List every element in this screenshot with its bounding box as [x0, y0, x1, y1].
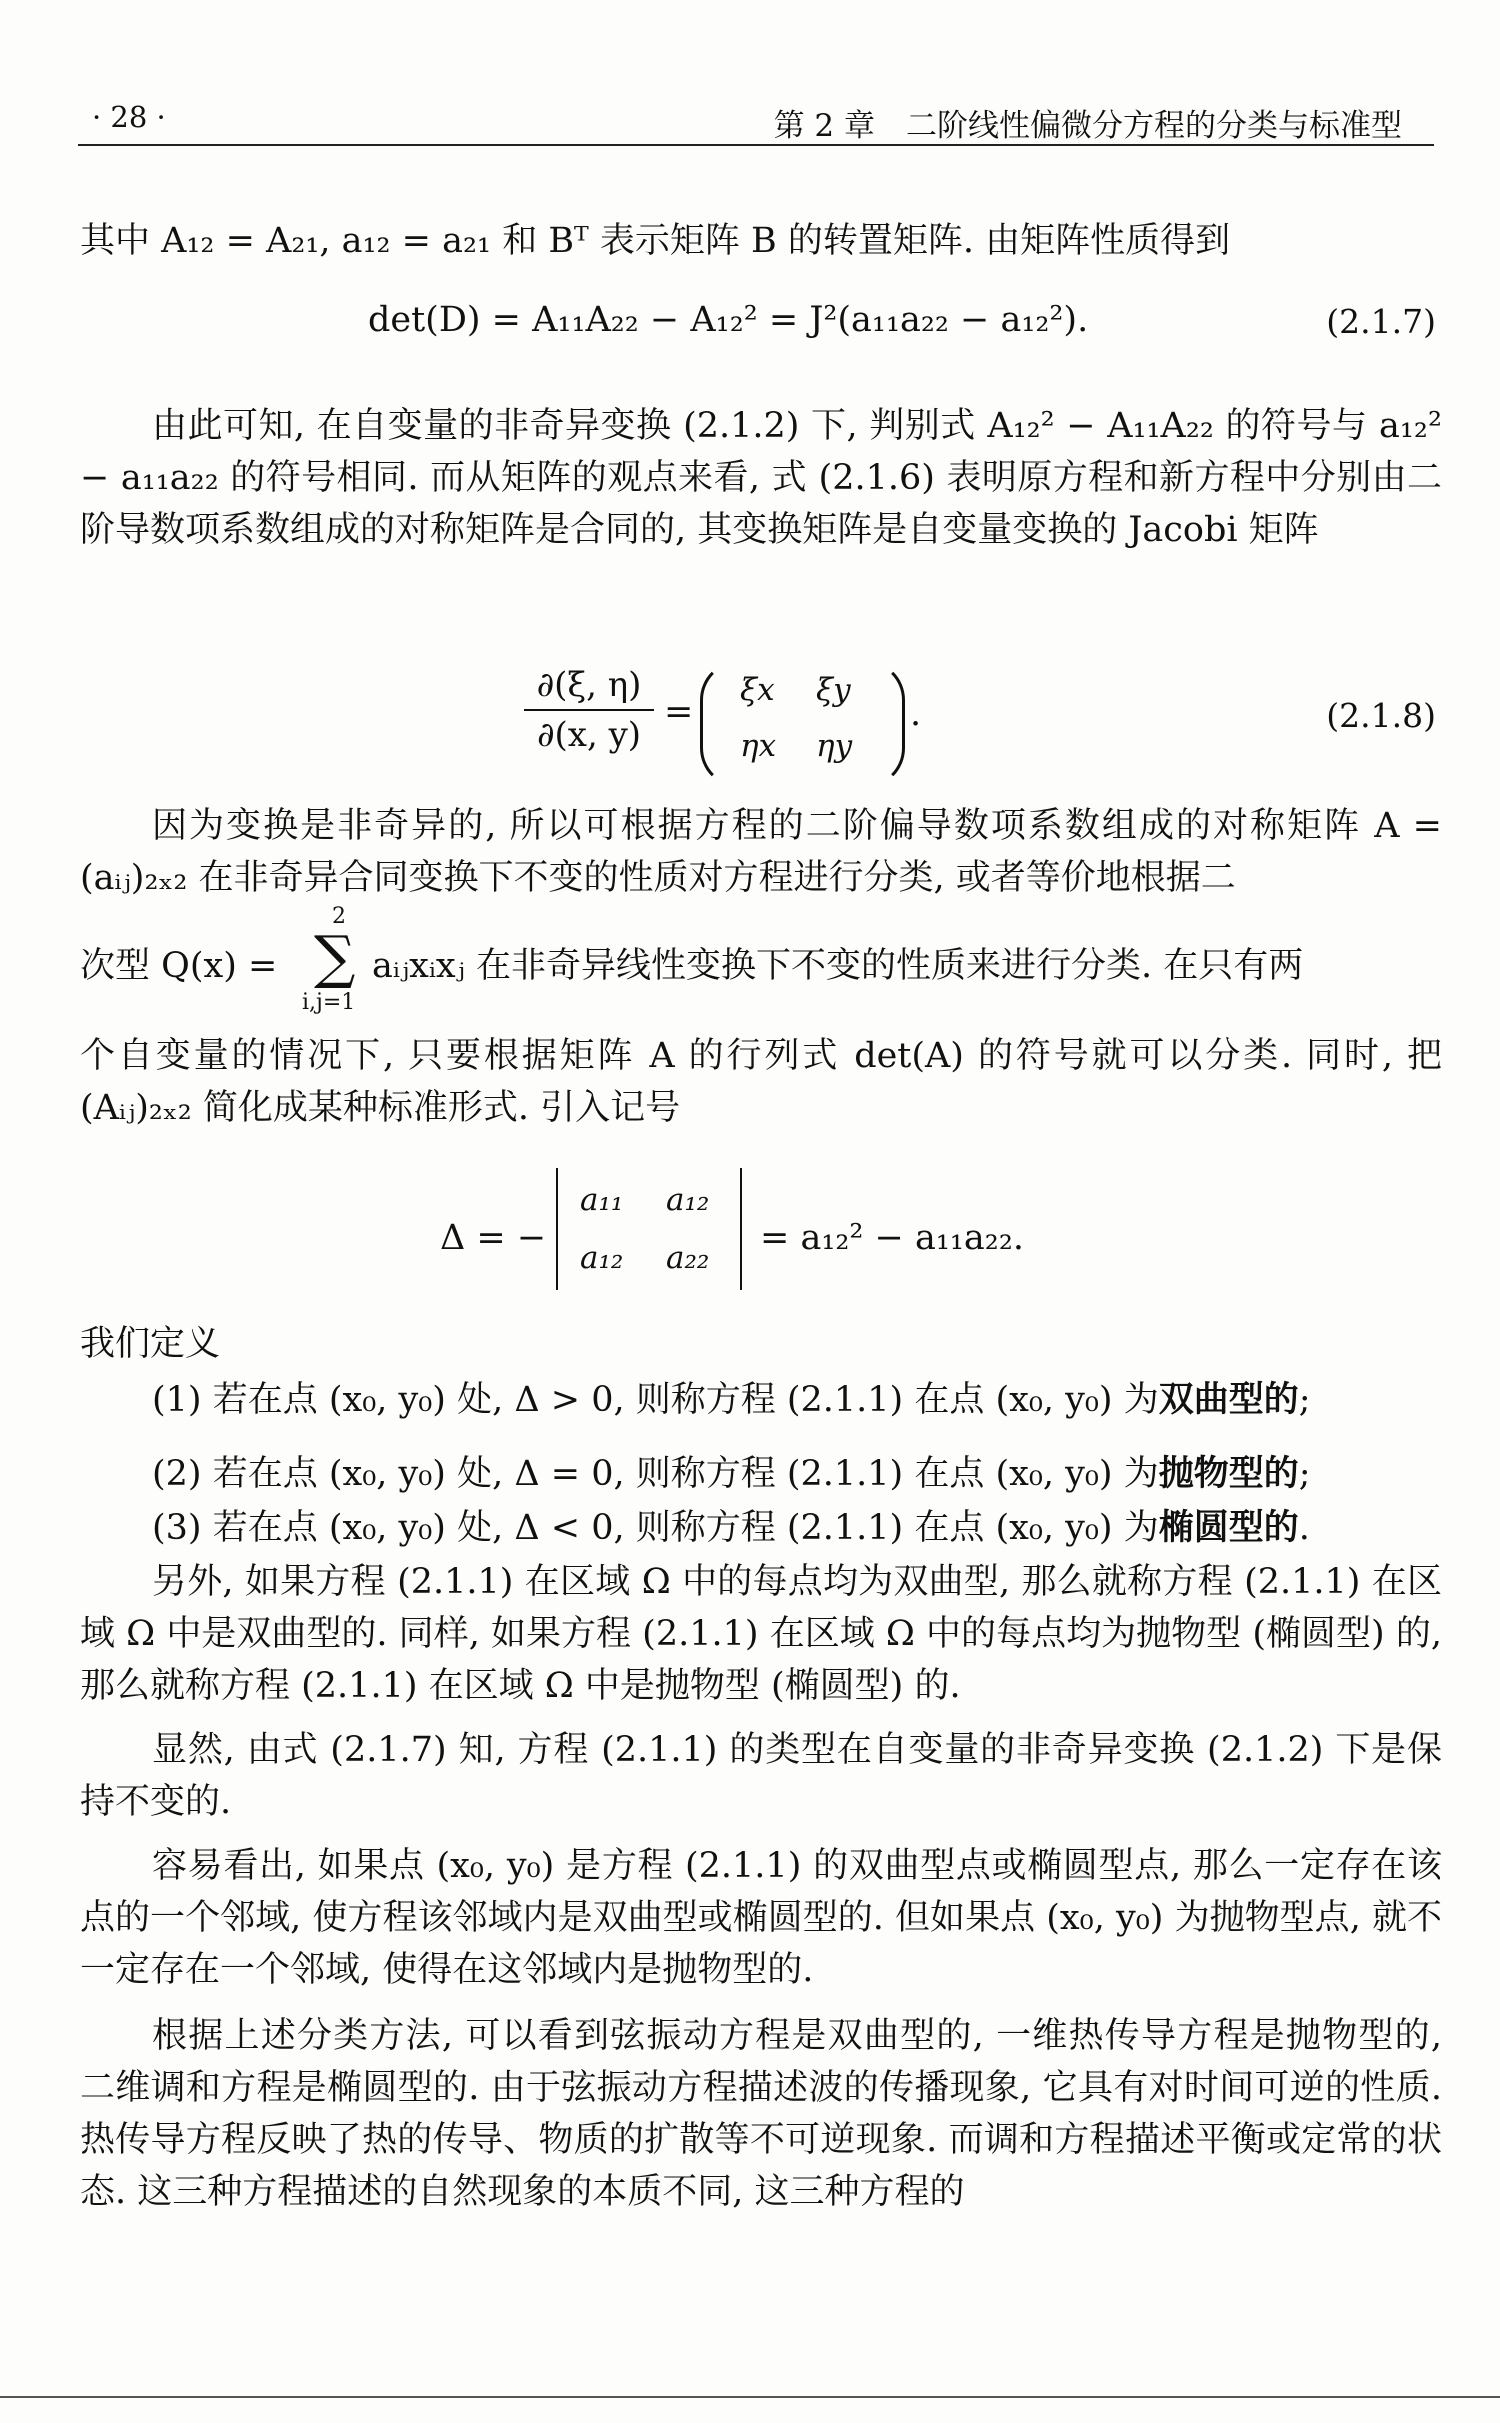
page-header [78, 100, 1434, 146]
determinant-left-bar [556, 1168, 558, 1290]
summation-symbol: ∑ [314, 923, 356, 991]
delta-a11: a₁₁ [580, 1182, 624, 1218]
equals-sign: = [664, 692, 694, 732]
definition-parabolic [152, 1446, 1311, 1496]
delta-a22: a₂₂ [666, 1240, 710, 1276]
bottom-edge-rule [0, 2396, 1500, 2398]
delta-rhs: = a₁₂² − a₁₁a₂₂. [760, 1218, 1024, 1258]
definition-hyperbolic [152, 1372, 1311, 1422]
jacobian-eta-x: ηx [740, 728, 777, 764]
paragraph-neighborhood: 容易看出, 如果点 (x₀, y₀) 是方程 (2.1.1) 的双曲型点或椭圆型点, 那么一定存在该点的一个邻域, 使方程该邻域内是双曲型或椭圆型的. 但如果点 (x₀, y₀) 为抛物型点, 就不一定存在一个邻域, 使得在这邻域内是抛物型的. [80, 1846, 1442, 1990]
quadratic-form-label: 次型 Q(x) = [80, 946, 278, 986]
equation-number-2-1-7: (2.1.7) [1326, 302, 1436, 341]
definition-elliptic [152, 1500, 1310, 1550]
quadratic-form-tail: aᵢⱼxᵢxⱼ 在非奇异线性变换下不变的性质来进行分类. 在只有两 [372, 946, 1304, 986]
fraction-denominator: ∂(x, y) [536, 715, 642, 755]
sum-lower-limit: i,j=1 [302, 990, 356, 1015]
jacobian-fraction [524, 665, 654, 755]
right-parenthesis [862, 660, 905, 788]
jacobian-eta-y: ηy [816, 728, 853, 764]
definition-intro: 我们定义 [80, 1324, 221, 1364]
definition-text: (3) 若在点 (x₀, y₀) 处, Δ < 0, 则称方程 (2.1.1) 在点 (x₀, y₀) 为 [152, 1508, 1159, 1548]
paragraph-invariance: 显然, 由式 (2.1.7) 知, 方程 (2.1.1) 的类型在自变量的非奇异变换 (2.1.2) 下是保持不变的. [80, 1730, 1442, 1822]
definition-end: . [1298, 1508, 1310, 1548]
paragraph-transpose-note: 其中 A₁₂ = A₂₁, a₁₂ = a₂₁ 和 Bᵀ 表示矩阵 B 的转置矩阵. 由矩阵性质得到 [80, 221, 1231, 261]
delta-lhs: Δ = − [440, 1218, 547, 1258]
definition-end: ; [1298, 1380, 1311, 1420]
paragraph-classification-c: 个自变量的情况下, 只要根据矩阵 A 的行列式 det(A) 的符号就可以分类. 同时, 把 (Aᵢⱼ)₂ₓ₂ 简化成某种标准形式. 引入记号 [80, 1036, 1442, 1128]
equation-2-1-7: det(D) = A₁₁A₂₂ − A₁₂² = J²(a₁₁a₂₂ − a₁₂²). [368, 300, 1089, 340]
sum-upper-limit: 2 [332, 904, 346, 929]
fraction-bar [524, 709, 654, 711]
term-parabolic: 抛物型的 [1158, 1453, 1299, 1494]
fraction-numerator: ∂(ξ, η) [536, 665, 642, 705]
term-elliptic: 椭圆型的 [1158, 1507, 1299, 1548]
jacobian-xi-x: ξx [740, 672, 775, 708]
equation-period: . [910, 694, 922, 734]
running-title: 第 2 章 二阶线性偏微分方程的分类与标准型 [773, 108, 1402, 144]
paragraph-classification-a: 因为变换是非奇异的, 所以可根据方程的二阶偏导数项系数组成的对称矩阵 A = (aᵢⱼ)₂ₓ₂ 在非奇异合同变换下不变的性质对方程进行分类, 或者等价地根据二 [80, 806, 1442, 898]
paragraph-discriminant: 由此可知, 在自变量的非奇异变换 (2.1.2) 下, 判别式 A₁₂² − A₁₁A₂₂ 的符号与 a₁₂² − a₁₁a₂₂ 的符号相同. 而从矩阵的观点来看, 式 (2.1.6) 表明原方程和新方程中分别由二阶导数项系数组成的对称矩阵是合同的, 其变换矩阵是自变量变换的 Jacobi 矩阵 [80, 406, 1442, 550]
equation-number-2-1-8: (2.1.8) [1326, 696, 1436, 735]
jacobian-xi-y: ξy [816, 672, 851, 708]
left-parenthesis [700, 660, 743, 788]
term-hyperbolic: 双曲型的 [1158, 1379, 1299, 1420]
page-number: · 28 · [92, 100, 166, 134]
paragraph-examples: 根据上述分类方法, 可以看到弦振动方程是双曲型的, 一维热传导方程是抛物型的, 二维调和方程是椭圆型的. 由于弦振动方程描述波的传播现象, 它具有对时间可逆的性质. 热传导方程反映了热的传导、物质的扩散等不可逆现象. 而调和方程描述平衡或定常的状态. 这三种方程描述的自然现象的本质不同, 这三种方程的 [80, 2016, 1442, 2212]
delta-a12-bottom: a₁₂ [580, 1240, 624, 1276]
definition-end: ; [1298, 1454, 1311, 1494]
delta-a12-top: a₁₂ [666, 1182, 710, 1218]
paragraph-region-type: 另外, 如果方程 (2.1.1) 在区域 Ω 中的每点均为双曲型, 那么就称方程 (2.1.1) 在区域 Ω 中是双曲型的. 同样, 如果方程 (2.1.1) 在区域 Ω 中的每点均为抛物型 (椭圆型) 的, 那么就称方程 (2.1.1) 在区域 Ω 中是抛物型 (椭圆型) 的. [80, 1562, 1442, 1706]
determinant-right-bar [740, 1168, 742, 1290]
definition-text: (1) 若在点 (x₀, y₀) 处, Δ > 0, 则称方程 (2.1.1) 在点 (x₀, y₀) 为 [152, 1380, 1159, 1420]
definition-text: (2) 若在点 (x₀, y₀) 处, Δ = 0, 则称方程 (2.1.1) 在点 (x₀, y₀) 为 [152, 1454, 1159, 1494]
